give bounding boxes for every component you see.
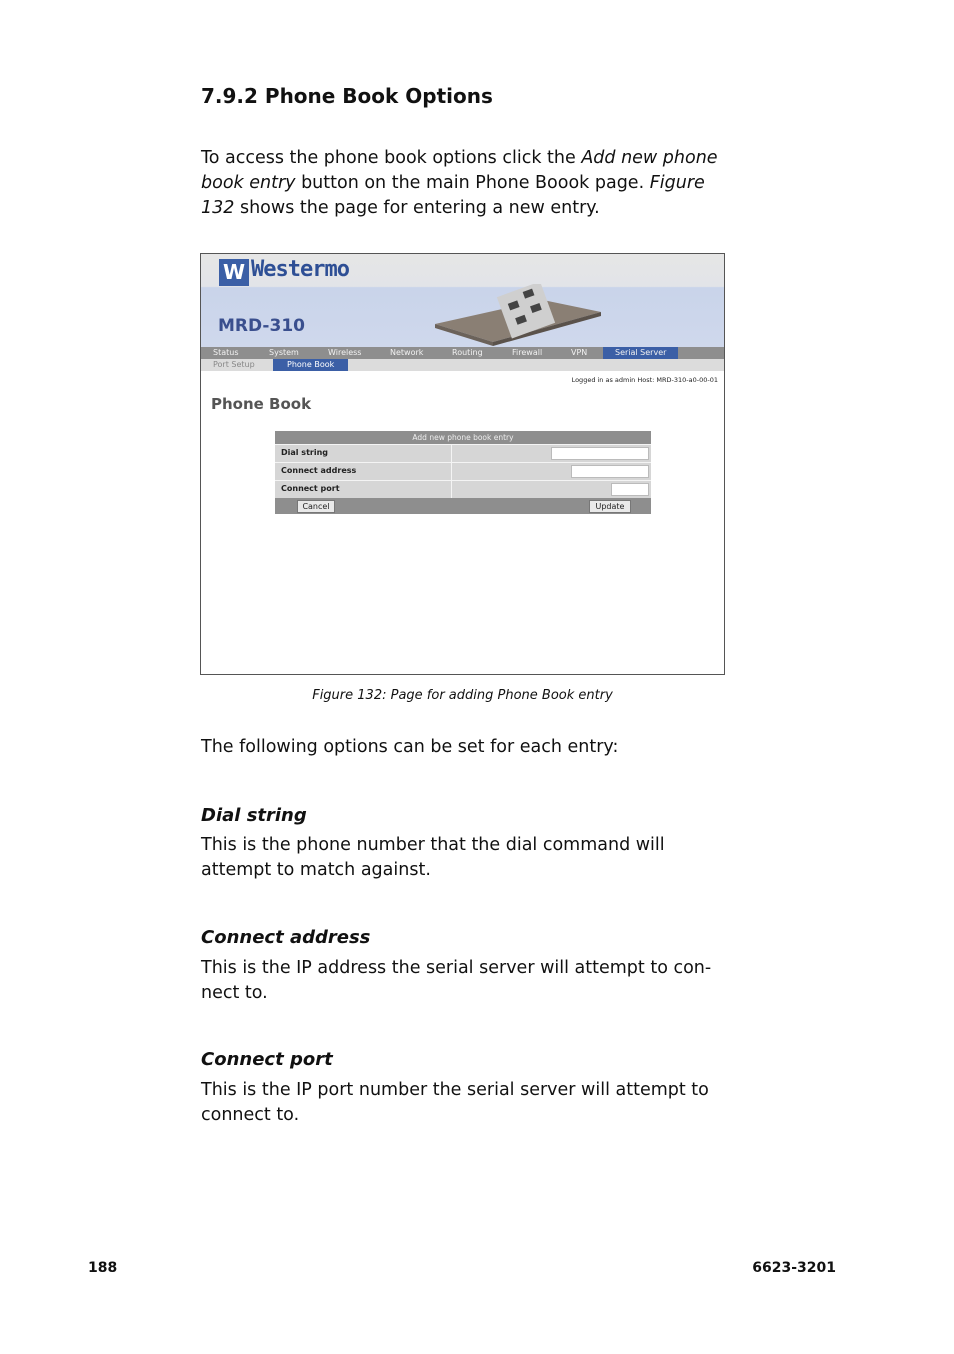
following-paragraph: The following options can be set for each entry:	[201, 737, 619, 757]
nav-status[interactable]: Status	[213, 348, 239, 357]
form-title: Add new phone book entry	[275, 431, 651, 444]
nav-vpn[interactable]: VPN	[571, 348, 588, 357]
option-desc-dial-string: This is the phone number that the dial command will attempt to match against.	[201, 835, 665, 880]
nav-network[interactable]: Network	[390, 348, 424, 357]
westermo-logo-text: Westermo	[251, 257, 349, 282]
page-number: 188	[88, 1260, 118, 1276]
intro-text-2: button on the main Phone Boook page.	[295, 173, 650, 193]
cancel-button[interactable]: Cancel	[297, 500, 335, 513]
nav-firewall[interactable]: Firewall	[512, 348, 543, 357]
nav-routing[interactable]: Routing	[452, 348, 483, 357]
connect-port-label: Connect port	[281, 484, 340, 493]
figure-caption: Figure 132: Page for adding Phone Book entry	[312, 688, 613, 703]
model-title: MRD-310	[218, 316, 305, 336]
figure-screenshot	[200, 253, 725, 675]
intro-text-3: shows the page for entering a new entry.	[234, 198, 600, 218]
divider	[451, 445, 452, 462]
dial-string-label: Dial string	[281, 448, 329, 457]
update-button[interactable]: Update	[589, 500, 631, 513]
intro-emph-button: Add new phone book entry	[201, 148, 718, 193]
section-heading: 7.9.2 Phone Book Options	[201, 84, 493, 108]
nav-serial-server[interactable]: Serial Server	[603, 347, 678, 359]
router-device-icon	[433, 284, 603, 346]
intro-emph-figure: Figure 132	[201, 173, 705, 218]
form-footer	[275, 498, 651, 514]
form-row-connect-address	[275, 462, 651, 480]
add-entry-form	[275, 431, 651, 514]
option-desc-connect-address: This is the IP address the serial server will attempt to con-nect to.	[201, 958, 712, 1003]
option-desc-connect-port: This is the IP port number the serial server will attempt to connect to.	[201, 1080, 709, 1125]
main-nav	[201, 347, 724, 359]
divider	[451, 481, 452, 498]
login-status: Logged in as admin Host: MRD-310-a0-00-01	[571, 376, 718, 384]
intro-text-1: To access the phone book options click the	[201, 148, 582, 168]
sub-nav	[201, 359, 724, 371]
option-title-dial-string: Dial string	[201, 805, 307, 826]
option-title-connect-address: Connect address	[201, 927, 371, 948]
connect-address-label: Connect address	[281, 466, 357, 475]
document-number: 6623-3201	[752, 1260, 836, 1276]
nav-wireless[interactable]: Wireless	[328, 348, 362, 357]
intro-paragraph	[201, 146, 731, 221]
option-title-connect-port: Connect port	[201, 1049, 333, 1070]
form-row-dial-string	[275, 444, 651, 462]
form-row-connect-port	[275, 480, 651, 498]
banner	[201, 254, 724, 347]
connect-port-input[interactable]	[611, 483, 649, 496]
westermo-logo-icon: W	[219, 259, 249, 286]
phone-book-title: Phone Book	[211, 395, 312, 413]
nav-system[interactable]: System	[269, 348, 299, 357]
subnav-port-setup[interactable]: Port Setup	[213, 360, 255, 369]
subnav-phone-book[interactable]: Phone Book	[273, 359, 348, 371]
divider	[451, 463, 452, 480]
connect-address-input[interactable]	[571, 465, 649, 478]
dial-string-input[interactable]	[551, 447, 649, 460]
